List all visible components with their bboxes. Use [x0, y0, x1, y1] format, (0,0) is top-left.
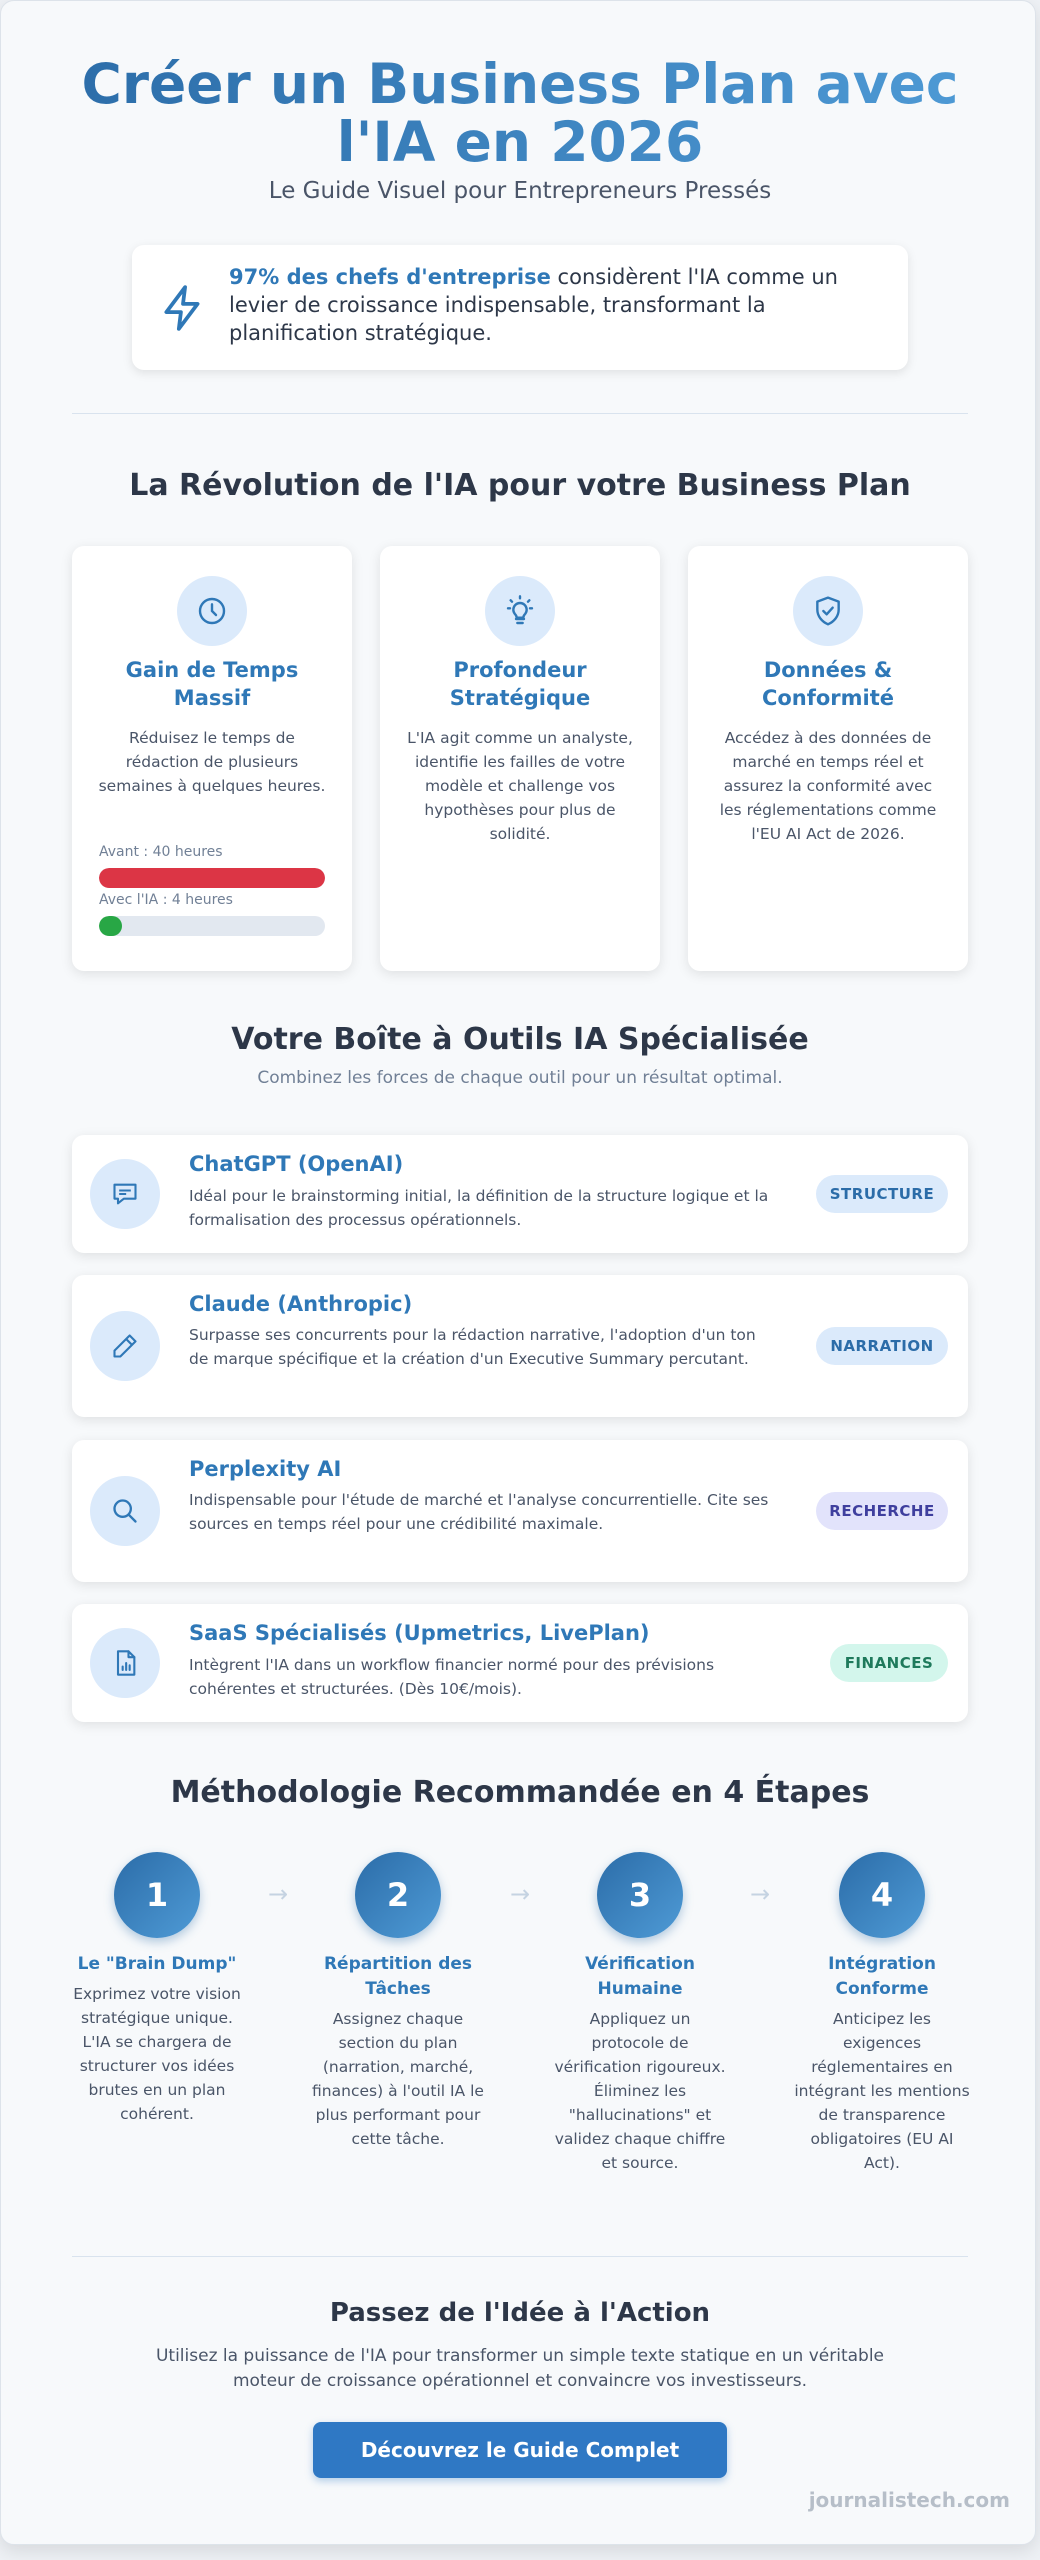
section-heading-toolbox: Votre Boîte à Outils IA Spécialisée [231, 1022, 809, 1057]
step-desc: Assignez chaque section du plan (narration, marché, finances) à l'outil IA le plus performant pour cette tâche. [312, 2010, 484, 2148]
tool-badge: FINANCES [830, 1644, 948, 1682]
step-title: Intégration Conforme [828, 1954, 936, 1999]
feature-desc: L'IA agit comme un analyste, identifie les failles de votre modèle et challenge vos hypothèses pour plus de solidité. [407, 729, 633, 843]
tool-badge: NARRATION [816, 1327, 948, 1365]
step-number: 4 [839, 1852, 925, 1938]
step-number: 3 [597, 1852, 683, 1938]
step-title: Répartition des Tâches [323, 1954, 473, 1999]
tool-badge: STRUCTURE [816, 1175, 948, 1213]
file-chart-icon [90, 1628, 160, 1698]
feature-card-compliance [688, 546, 968, 971]
feature-title: Données & Conformité [761, 658, 895, 710]
tool-card-saas [72, 1604, 968, 1722]
tool-desc: Indispensable pour l'étude de marché et l'analyse concurrentielle. Cite ses sources en temps réel pour une crédibilité maximale. [189, 1491, 769, 1533]
step-title: Le "Brain Dump" [77, 1954, 237, 1974]
cta-title: Passez de l'Idée à l'Action [329, 2298, 711, 2328]
pencil-icon [90, 1311, 160, 1381]
stat-highlight: 97% des chefs d'entreprise [229, 265, 551, 289]
arrow-icon: → [509, 1880, 531, 1908]
bar-after-label: Avec l'IA : 4 heures [99, 892, 233, 908]
tool-desc: Surpasse ses concurrents pour la rédaction narrative, l'adoption d'un ton de marque spécifique et la création d'un Executive Summary percutant. [189, 1326, 756, 1368]
stat-callout [132, 245, 908, 370]
guide-button[interactable]: Découvrez le Guide Complet [313, 2422, 727, 2478]
step-desc: Appliquez un protocole de vérification rigoureux. Éliminez les "hallucinations" et validez chaque chiffre et source. [554, 2010, 726, 2172]
feature-desc: Accédez à des données de marché en temps réel et assurez la conformité avec les réglementations comme l'EU AI Act de 2026. [719, 729, 937, 843]
bar-after-track [99, 916, 325, 936]
section-subheading-toolbox: Combinez les forces de chaque outil pour un résultat optimal. [257, 1068, 783, 1088]
lightning-icon [158, 283, 208, 333]
step-desc: Exprimez votre vision stratégique unique. L'IA se chargera de structurer vos idées brutes en un plan cohérent. [73, 1985, 241, 2123]
section-heading-method: Méthodologie Recommandée en 4 Étapes [170, 1775, 870, 1810]
tool-name: Perplexity AI [189, 1457, 342, 1481]
site-credit[interactable]: journalistech.com [808, 2488, 1010, 2512]
divider [72, 2256, 968, 2257]
feature-title: Profondeur Stratégique [449, 658, 591, 710]
feature-desc: Réduisez le temps de rédaction de plusieurs semaines à quelques heures. [98, 729, 326, 795]
bar-before-label: Avant : 40 heures [99, 844, 223, 860]
shield-check-icon [793, 576, 863, 646]
bar-before-fill [99, 868, 325, 888]
title-line-1: Créer un Business Plan avec [81, 52, 959, 116]
lightbulb-icon [485, 576, 555, 646]
arrow-icon: → [749, 1880, 771, 1908]
step-number: 2 [355, 1852, 441, 1938]
tool-name: ChatGPT (OpenAI) [189, 1152, 404, 1176]
clock-icon [177, 576, 247, 646]
tool-card-chatgpt [72, 1135, 968, 1253]
tool-card-perplexity [72, 1440, 968, 1582]
stat-rest: considèrent l'IA comme un levier de croissance indispensable, transformant la planification stratégique. [229, 265, 838, 345]
tool-card-claude [72, 1275, 968, 1417]
tool-desc: Idéal pour le brainstorming initial, la définition de la structure logique et la formalisation des processus opérationnels. [189, 1187, 769, 1229]
page-title [40, 52, 1000, 174]
step-desc: Anticipez les exigences réglementaires en intégrant les mentions de transparence obligatoires (EU AI Act). [794, 2010, 970, 2172]
arrow-icon: → [267, 1880, 289, 1908]
search-icon [90, 1476, 160, 1546]
stat-text [229, 263, 879, 347]
tool-desc: Intègrent l'IA dans un workflow financier normé pour des prévisions cohérentes et structurées. (Dès 10€/mois). [189, 1656, 715, 1698]
section-heading-revolution: La Révolution de l'IA pour votre Business Plan [129, 468, 911, 503]
cta-text: Utilisez la puissance de l'IA pour transformer un simple texte statique en un véritable moteur de croissance opérationnel et convaincre vos investisseurs. [155, 2346, 885, 2391]
bar-after-fill [99, 916, 122, 936]
feature-card-time [72, 546, 352, 971]
divider [72, 413, 968, 414]
bar-before-track [99, 868, 325, 888]
feature-title: Gain de Temps Massif [125, 658, 299, 710]
tool-name: Claude (Anthropic) [189, 1292, 413, 1316]
title-line-2: l'IA en 2026 [336, 110, 704, 174]
tool-badge: RECHERCHE [816, 1492, 948, 1530]
chat-icon [90, 1159, 160, 1229]
tool-name: SaaS Spécialisés (Upmetrics, LivePlan) [189, 1621, 650, 1645]
step-title: Vérification Humaine [585, 1954, 695, 1999]
feature-card-strategy [380, 546, 660, 971]
step-number: 1 [114, 1852, 200, 1938]
page-subtitle: Le Guide Visuel pour Entrepreneurs Pressés [268, 178, 772, 204]
